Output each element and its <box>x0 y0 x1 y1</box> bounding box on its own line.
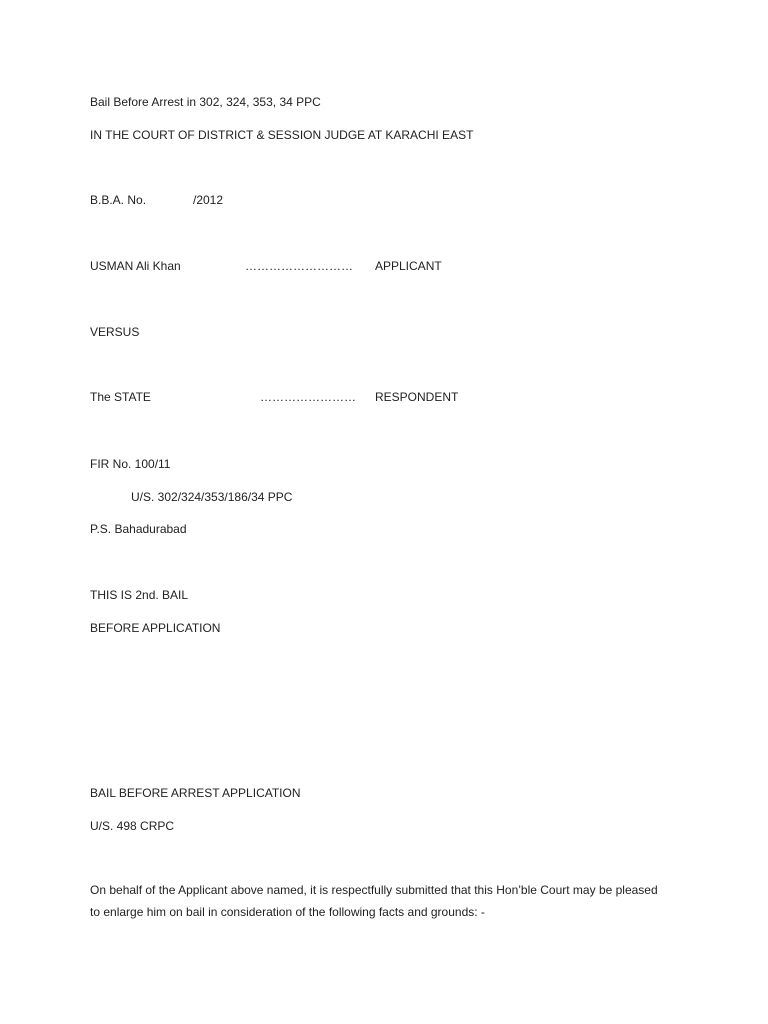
applicant-name: USMAN Ali Khan <box>90 259 181 273</box>
body-paragraph: On behalf of the Applicant above named, it is respectfully submitted that this Hon’ble Court may be pleased to enlarge him on bail in consideration of the following facts and grounds: - <box>90 883 658 919</box>
document-subject: Bail Before Arrest in 302, 324, 353, 34 PPC <box>90 95 321 109</box>
respondent-role: RESPONDENT <box>375 390 459 404</box>
bba-year: /2012 <box>193 193 224 207</box>
fir-sections: U/S. 302/324/353/186/34 PPC <box>131 490 293 504</box>
applicant-dots: ……………………… <box>245 259 353 273</box>
bail-note-line-2: BEFORE APPLICATION <box>90 621 221 635</box>
bail-note-line-1: THIS IS 2nd. BAIL <box>90 588 189 602</box>
bba-label: B.B.A. No. <box>90 193 147 207</box>
application-section: U/S. 498 CRPC <box>90 819 175 833</box>
court-heading: IN THE COURT OF DISTRICT & SESSION JUDGE AT KARACHI EAST <box>90 128 474 142</box>
police-station: P.S. Bahadurabad <box>90 522 187 536</box>
versus-text: VERSUS <box>90 325 140 339</box>
respondent-name: The STATE <box>90 390 151 404</box>
fir-number: FIR No. 100/11 <box>90 457 171 471</box>
application-title: BAIL BEFORE ARREST APPLICATION <box>90 786 301 800</box>
respondent-dots: …………………… <box>260 390 356 404</box>
applicant-role: APPLICANT <box>375 259 442 273</box>
